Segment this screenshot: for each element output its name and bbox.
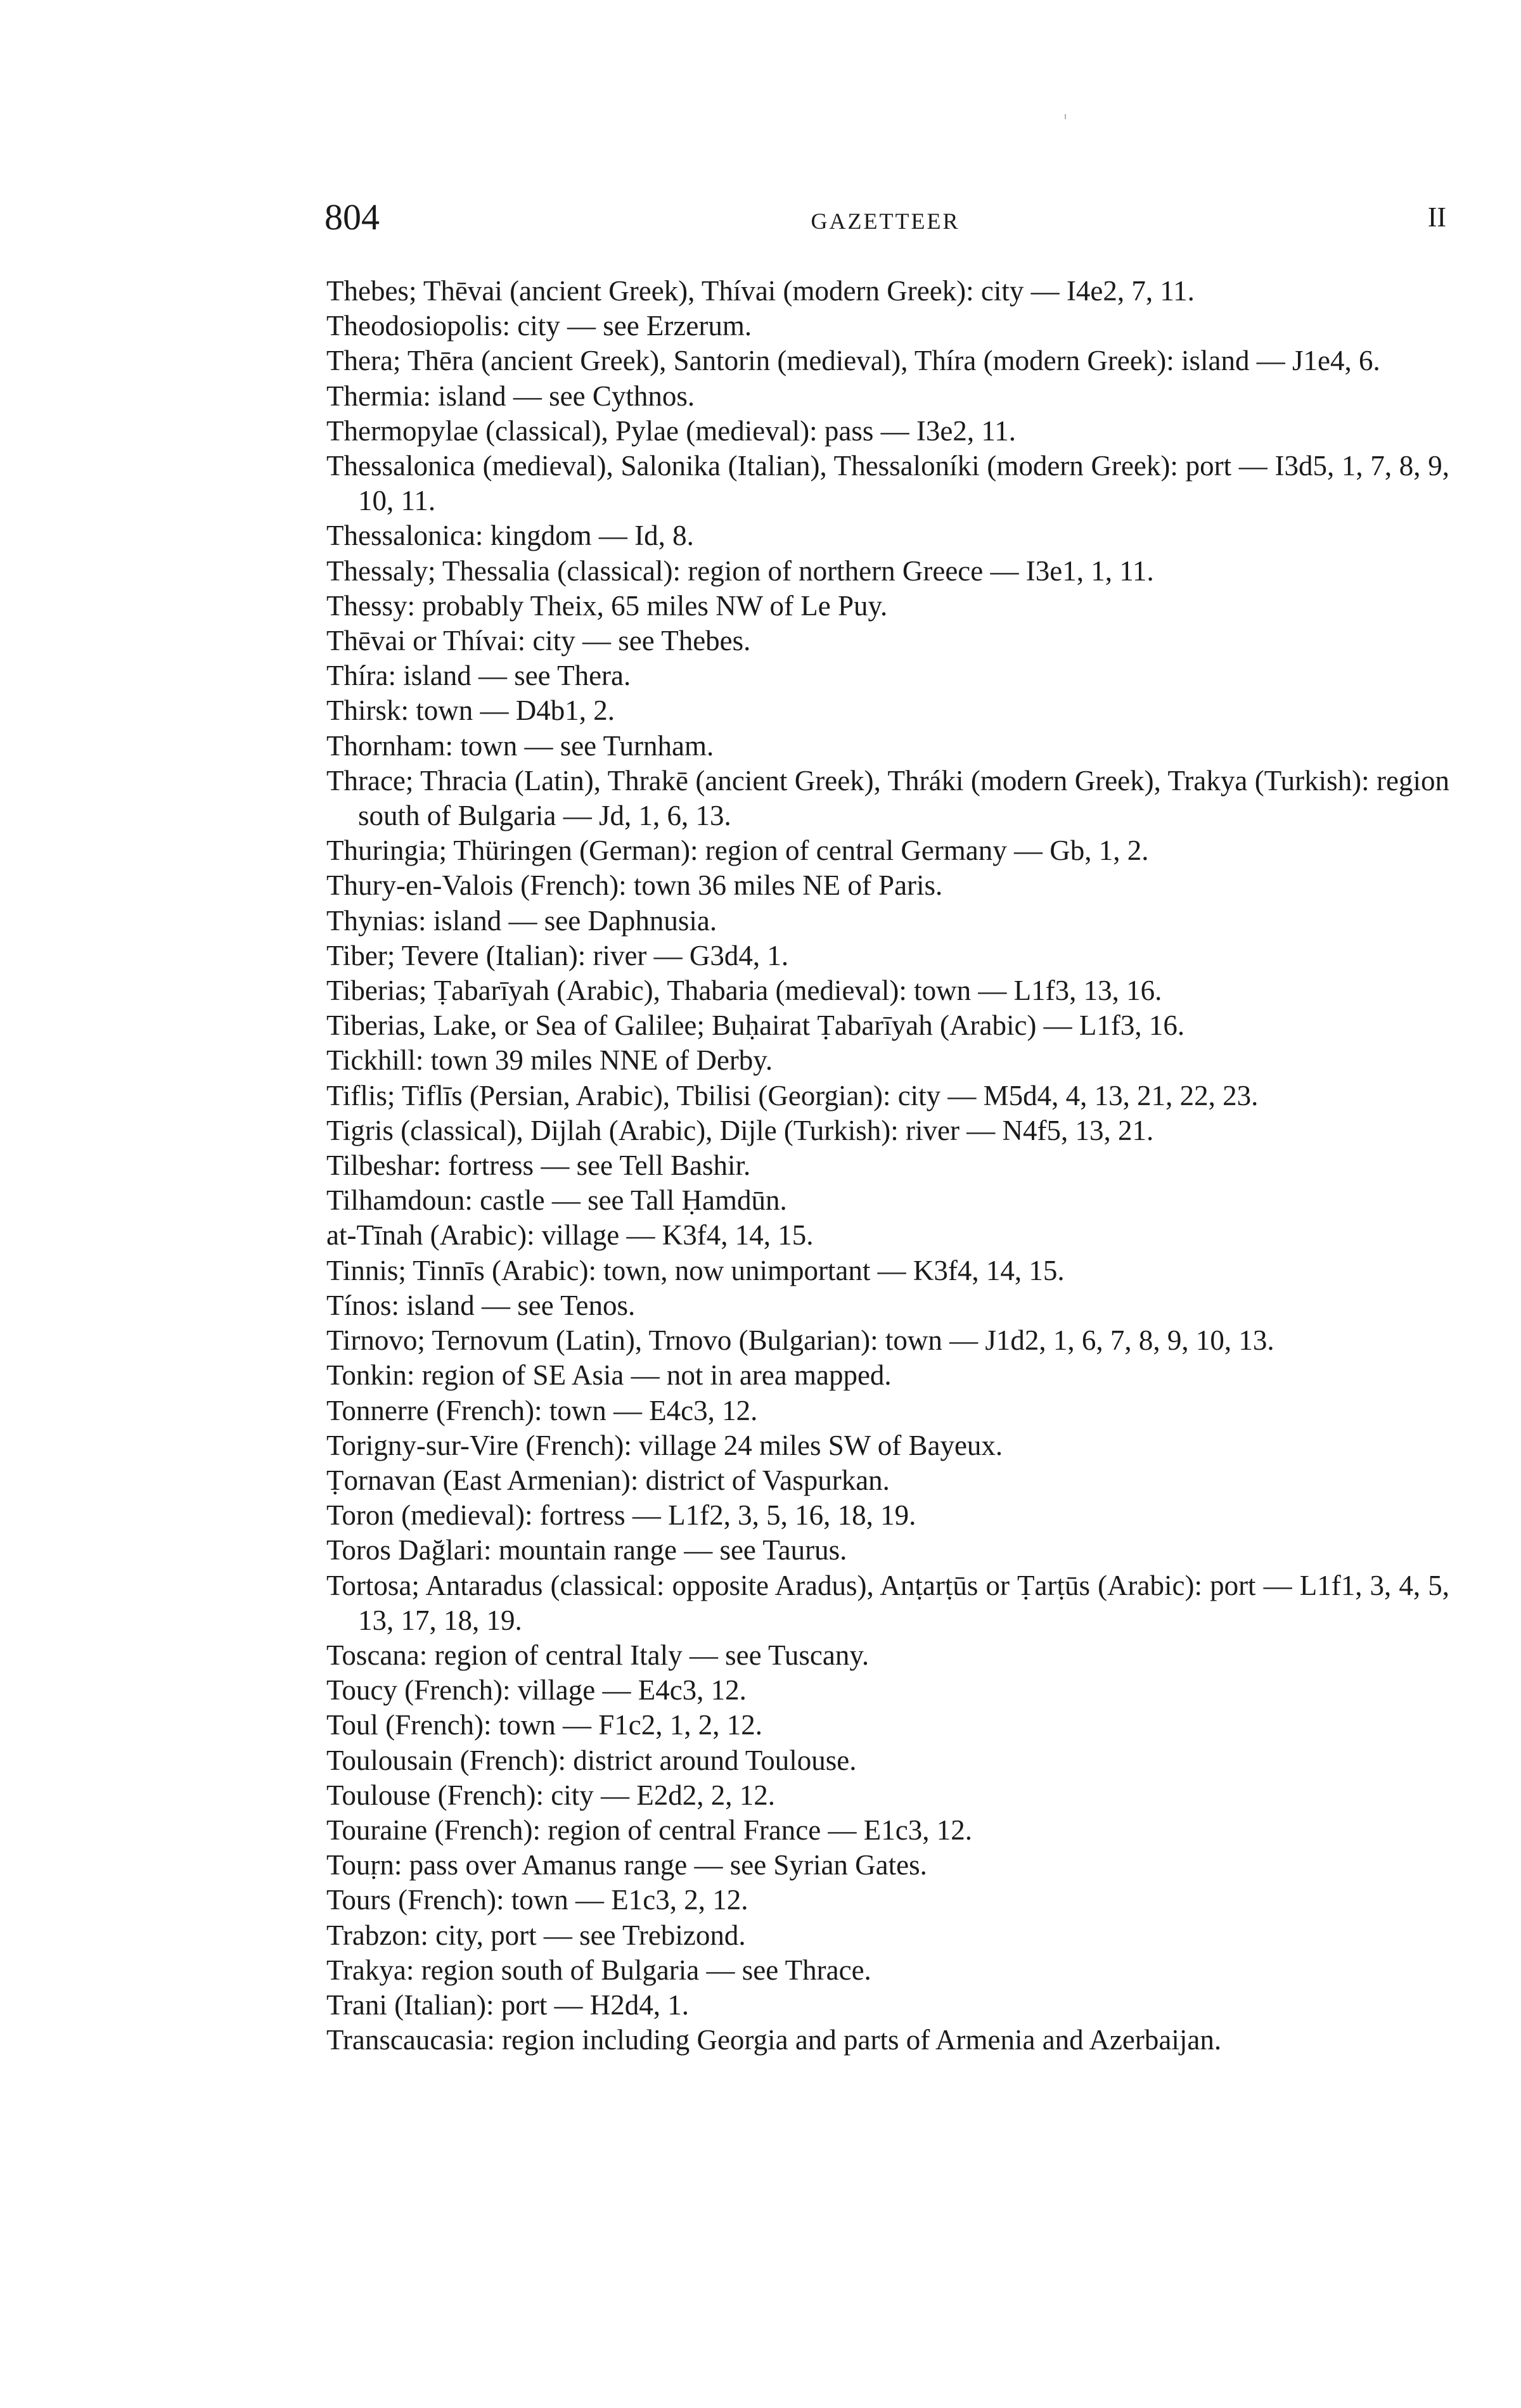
gazetteer-entry-toucy: Toucy (French): village — E4c3, 12. [326, 1674, 747, 1707]
stray-mark [1065, 114, 1066, 119]
gazetteer-entry-thebes: Thebes; Thēvai (ancient Greek), Thívai (modern Greek): city — I4e2, 7, 11. [326, 275, 1195, 307]
gazetteer-entry-theodosiopolis: Theodosiopolis: city — see Erzerum. [326, 310, 752, 342]
gazetteer-entry-thevai: Thēvai or Thívai: city — see Thebes. [326, 625, 751, 657]
gazetteer-entry-tiberias-lake: Tiberias, Lake, or Sea of Galilee; Buḥairat Ṭabarīyah (Arabic) — L1f3, 16. [326, 1009, 1185, 1042]
gazetteer-entry-at-tinah: at-Tīnah (Arabic): village — K3f4, 14, 15. [326, 1219, 814, 1252]
gazetteer-entry-tinos: Tínos: island — see Tenos. [326, 1289, 636, 1321]
gazetteer-entry-tonkin: Tonkin: region of SE Asia — not in area mapped. [326, 1359, 892, 1392]
gazetteer-entry-thessalonica-port: Thessalonica (medieval), Salonika (Italian), Thessaloníki (modern Greek): port — I3d5, 1, 7, 8, 9, 10, 11. [326, 450, 1449, 517]
gazetteer-entry-toros-daglari: Toros Dağlari: mountain range — see Taurus. [326, 1534, 847, 1566]
gazetteer-entry-tigris: Tigris (classical), Dijlah (Arabic), Dijle (Turkish): river — N4f5, 13, 21. [326, 1114, 1154, 1146]
gazetteer-entry-tonnerre: Tonnerre (French): town — E4c3, 12. [326, 1394, 758, 1426]
gazetteer-entry-transcaucasia: Transcaucasia: region including Georgia and parts of Armenia and Azerbaijan. [326, 2024, 1222, 2056]
gazetteer-entry-thrace: Thrace; Thracia (Latin), Thrakē (ancient Greek), Thráki (modern Greek), Trakya (Turkish): region south of Bulgaria — Jd, 1, 6, 13. [326, 764, 1449, 832]
gazetteer-entry-thermopylae: Thermopylae (classical), Pylae (medieval): pass — I3e2, 11. [326, 414, 1016, 447]
gazetteer-entry-tinnis: Tinnis; Tinnīs (Arabic): town, now unimportant — K3f4, 14, 15. [326, 1254, 1065, 1286]
volume-number: II [1427, 202, 1446, 233]
gazetteer-entry-tornavan: Ṭornavan (East Armenian): district of Vaspurkan. [326, 1464, 890, 1496]
gazetteer-entry-thirsk: Thirsk: town — D4b1, 2. [326, 695, 615, 727]
gazetteer-entries [326, 274, 1449, 2058]
gazetteer-entry-toron: Toron (medieval): fortress — L1f2, 3, 5, 16, 18, 19. [326, 1499, 916, 1532]
gazetteer-entry-torigny-sur-vire: Torigny-sur-Vire (French): village 24 miles SW of Bayeux. [326, 1429, 1003, 1461]
running-head: GAZETTEER [811, 208, 960, 234]
gazetteer-entry-touraine: Touraine (French): region of central France — E1c3, 12. [326, 1814, 972, 1846]
gazetteer-entry-thessaly: Thessaly; Thessalia (classical): region of northern Greece — I3e1, 1, 11. [326, 554, 1154, 587]
gazetteer-entry-tiflis: Tiflis; Tiflīs (Persian, Arabic), Tbilisi (Georgian): city — M5d4, 4, 13, 21, 22, 23. [326, 1079, 1259, 1111]
gazetteer-entry-toulousain: Toulousain (French): district around Toulouse. [326, 1744, 857, 1776]
page-number: 804 [324, 196, 380, 238]
gazetteer-entry-tiber: Tiber; Tevere (Italian): river — G3d4, 1. [326, 939, 789, 971]
gazetteer-entry-toulouse: Toulouse (French): city — E2d2, 2, 12. [326, 1779, 775, 1811]
gazetteer-entry-tortosa: Tortosa; Antaradus (classical: opposite Aradus), Anṭarṭūs or Ṭarṭūs (Arabic): port — L1f1, 3, 4, 5, 13, 17, 18, 19. [326, 1569, 1449, 1636]
gazetteer-entry-tickhill: Tickhill: town 39 miles NNE of Derby. [326, 1044, 773, 1077]
gazetteer-entry-trani: Trani (Italian): port — H2d4, 1. [326, 1989, 690, 2021]
gazetteer-entry-toul: Toul (French): town — F1c2, 1, 2, 12. [326, 1709, 763, 1741]
gazetteer-entry-thury-en-valois: Thury-en-Valois (French): town 36 miles NE of Paris. [326, 869, 943, 902]
gazetteer-entry-tirnovo: Tirnovo; Ternovum (Latin), Trnovo (Bulgarian): town — J1d2, 1, 6, 7, 8, 9, 10, 13. [326, 1324, 1274, 1357]
gazetteer-entry-tourn: Touṛn: pass over Amanus range — see Syrian Gates. [326, 1849, 927, 1881]
gazetteer-entry-thira: Thíra: island — see Thera. [326, 660, 631, 692]
gazetteer-entry-thynias: Thynias: island — see Daphnusia. [326, 904, 717, 937]
page-header [324, 195, 1446, 240]
gazetteer-entry-thermia: Thermia: island — see Cythnos. [326, 380, 695, 412]
gazetteer-entry-tilhamdoun: Tilhamdoun: castle — see Tall Ḥamdūn. [326, 1184, 787, 1217]
gazetteer-entry-tiberias: Tiberias; Ṭabarīyah (Arabic), Thabaria (medieval): town — L1f3, 13, 16. [326, 975, 1162, 1007]
gazetteer-entry-tours: Tours (French): town — E1c3, 2, 12. [326, 1884, 748, 1916]
gazetteer-entry-tilbeshar: Tilbeshar: fortress — see Tell Bashir. [326, 1150, 751, 1182]
gazetteer-entry-thera: Thera; Thēra (ancient Greek), Santorin (medieval), Thíra (modern Greek): island — J1e4, 6. [326, 345, 1380, 377]
gazetteer-entry-thuringia: Thuringia; Thüringen (German): region of central Germany — Gb, 1, 2. [326, 835, 1149, 867]
gazetteer-entry-trabzon: Trabzon: city, port — see Trebizond. [326, 1919, 746, 1951]
gazetteer-entry-toscana: Toscana: region of central Italy — see Tuscany. [326, 1639, 870, 1671]
gazetteer-entry-thessy: Thessy: probably Theix, 65 miles NW of Le Puy. [326, 589, 888, 622]
gazetteer-entry-thornham: Thornham: town — see Turnham. [326, 729, 714, 762]
gazetteer-entry-thessalonica-kingdom: Thessalonica: kingdom — Id, 8. [326, 520, 694, 552]
gazetteer-entry-trakya: Trakya: region south of Bulgaria — see Thrace. [326, 1954, 871, 1986]
